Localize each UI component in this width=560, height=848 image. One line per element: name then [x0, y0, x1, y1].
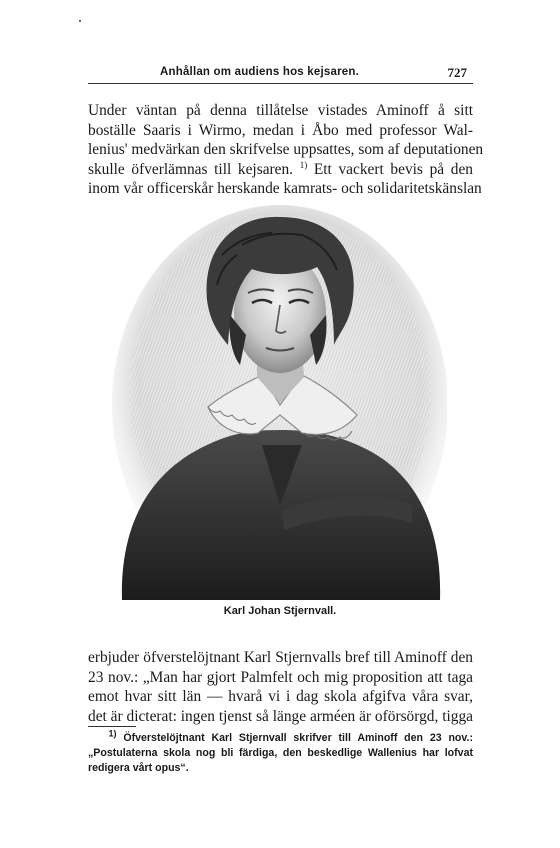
text-fragment: skulle öfverlämnas till kejsaren.	[88, 160, 294, 178]
portrait-engraving	[112, 205, 447, 600]
page-speck	[79, 20, 81, 22]
text-line: inom vår officerskår herskande kamrats- och solidaritetskänslan	[88, 180, 482, 198]
footnote-marker: 1)	[108, 728, 117, 739]
page-number: 727	[447, 65, 467, 80]
text-fragment: Ett vackert bevis på den	[313, 160, 473, 178]
footnote-text: Öfverstelöjtnant Karl Stjernvall skrifver till Aminoff den 23 nov.:	[123, 732, 473, 744]
text-line: emot hvar sitt län — hvarå vi i dag skola afgifva våra svar,	[88, 688, 473, 706]
text-line: lenius' medvärkan den skrifvelse uppsattes, som af deputationen	[88, 141, 484, 159]
footnote-line: redigera vårt opus“.	[88, 762, 189, 774]
footnote	[88, 728, 473, 776]
text-line: 23 nov.: „Man har gjort Palmfelt och mig proposition att taga	[88, 668, 473, 686]
running-header	[88, 64, 473, 86]
text-line-with-note	[88, 160, 473, 180]
footnote-reference: 1)	[299, 159, 308, 170]
text-line: erbjuder öfverstelöjtnant Karl Stjernvalls bref till Aminoff den	[88, 649, 473, 666]
paragraph-intro	[88, 101, 484, 199]
footnote-line: „Postulaterna skola nog bli färdiga, den beskedlige Wallenius har lofvat	[88, 747, 473, 759]
running-title: Anhållan om audiens hos kejsaren.	[160, 66, 359, 78]
text-line: boställe Saaris i Wirmo, medan i Åbo med professor Wal-	[88, 121, 473, 139]
paragraph-letter	[88, 648, 473, 726]
text-line: det är dicterat: ingen tjenst så länge arméen är oförsörgd, tigga	[88, 707, 473, 725]
header-rule	[88, 83, 473, 84]
figure-caption: Karl Johan Stjernvall.	[223, 605, 337, 617]
text-line: Under väntan på denna tillåtelse vistades Aminoff å sitt	[88, 102, 473, 119]
footnote-rule	[88, 726, 136, 727]
footnote-line	[88, 728, 473, 746]
